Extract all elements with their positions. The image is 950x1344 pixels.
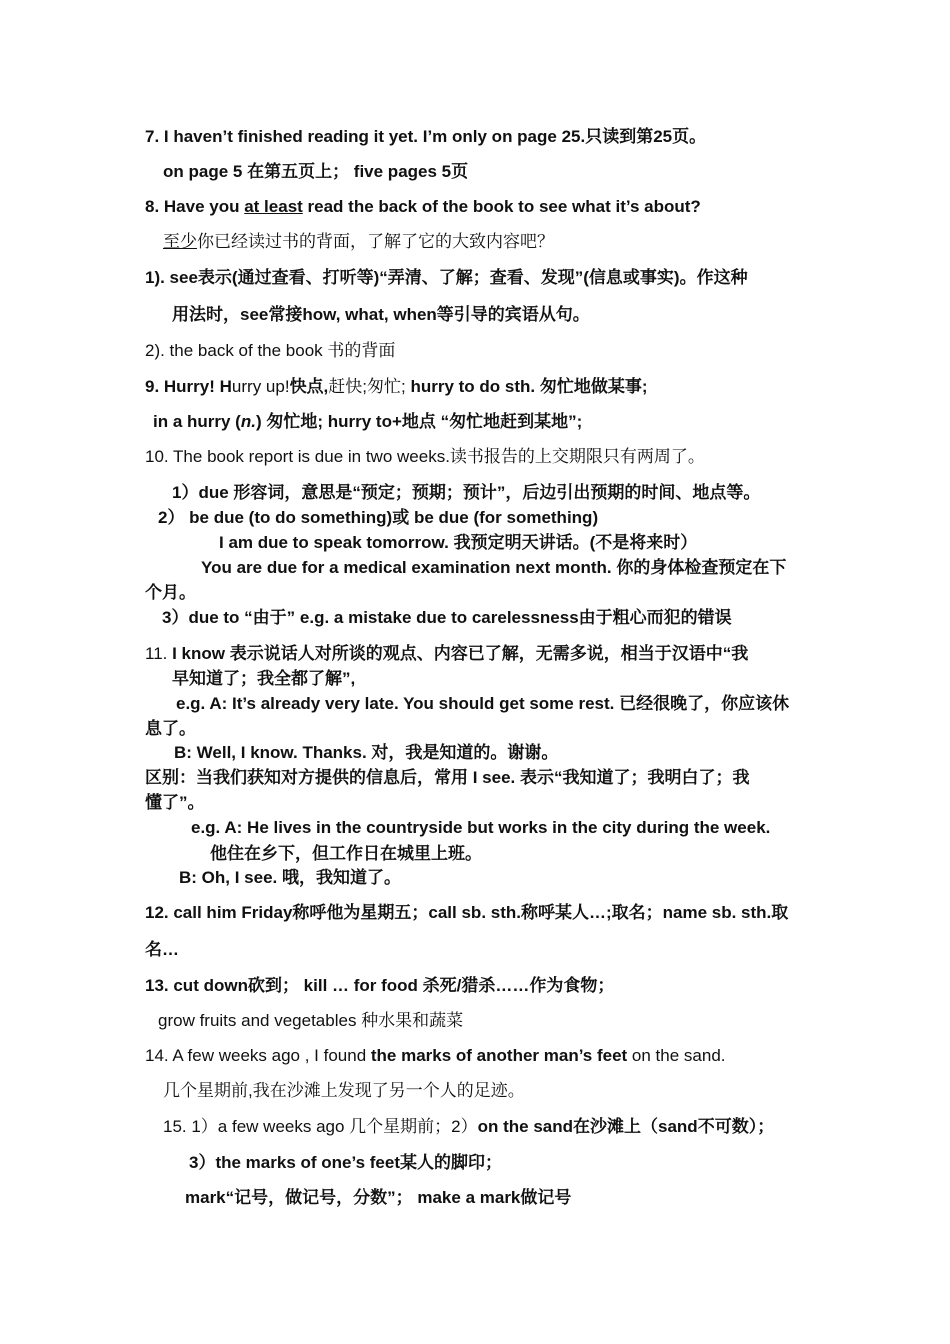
note-11-difference-cont [145, 792, 205, 814]
note-11-example-a-cont-text: 息了。 [145, 719, 196, 738]
note-9-sub-italic: n. [240, 412, 256, 431]
note-9-text-3: 快点, [289, 377, 329, 396]
note-11-example-2a-translation-text: 他住在乡下，但工作日在城里上班。 [210, 844, 482, 863]
note-11-difference [145, 767, 749, 789]
note-13-sub [158, 1010, 463, 1032]
note-12-cont-text: 名… [145, 940, 179, 959]
note-13-text: 13. cut down砍到； kill … for food 杀死/猎杀……作为食物； [145, 976, 615, 995]
note-8-translation [163, 231, 554, 253]
note-12-text: 12. call him Friday称呼他为星期五；call sb. sth.称呼某人…;取名；name sb. sth.取 [145, 903, 789, 922]
note-10-example-1 [219, 532, 697, 554]
note-9-sub [153, 411, 582, 433]
note-11-example-b-text: B: Well, I know. Thanks. 对，我是知道的。谢谢。 [174, 743, 559, 762]
note-7 [145, 126, 706, 148]
note-15-point-3-text: 3）the marks of one’s feet某人的脚印； [189, 1153, 502, 1172]
note-15-point-3 [189, 1152, 502, 1174]
note-7-sub-text: on page 5 在第五页上； five pages 5页 [163, 162, 469, 181]
note-11 [145, 643, 748, 665]
note-15-text-1: 15. 1）a few weeks ago 几个星期前；2） [163, 1117, 478, 1136]
note-11-example-2a [191, 817, 770, 839]
note-8-point-2-text: 2). the back of the book 书的背面 [145, 341, 396, 360]
note-10-point-1-text: 1）due 形容词，意思是“预定；预期；预计”，后边引出预期的时间、地点等。 [172, 483, 761, 502]
note-12-cont [145, 939, 179, 961]
note-10-example-2-text: You are due for a medical examination next month. 你的身体检查预定在下 [201, 558, 787, 577]
note-8-point-2 [145, 340, 395, 362]
note-9-text-4: 赶快;匆忙; [328, 377, 411, 396]
note-9-text-1: 9. Hurry! H [145, 377, 232, 396]
note-11-example-2a-translation [210, 843, 482, 865]
note-8-point-1-cont-text: 用法时，see常接how, what, when等引导的宾语从句。 [172, 305, 590, 324]
note-15-mark-text: mark“记号，做记号，分数”； make a mark做记号 [185, 1188, 572, 1207]
note-8-text-1: 8. Have you [145, 197, 245, 216]
note-11-number: 11. [145, 644, 173, 663]
note-8-translation-text: 你已经读过书的背面，了解了它的大致内容吧？ [197, 232, 554, 251]
note-8 [145, 196, 701, 218]
note-11-example-2b-text: B: Oh, I see. 哦，我知道了。 [179, 868, 401, 887]
note-11-example-b [174, 742, 558, 764]
note-8-translation-underlined: 至少 [163, 232, 197, 251]
note-11-example-2b [179, 867, 401, 889]
note-14-text-2: on the sand. [627, 1046, 726, 1065]
note-7-text: 7. I haven’t finished reading it yet. I’m only on page 25.只读到第25页。 [145, 127, 707, 146]
note-8-text-2: read the back of the book to see what it’s about? [302, 197, 701, 216]
note-13 [145, 975, 614, 997]
note-10-example-2-cont-text: 个月。 [145, 583, 196, 602]
note-10-text: 10. The book report is due in two weeks.读书报告的上交期限只有两周了。 [145, 447, 705, 466]
note-15-bold: on the sand在沙滩上（sand不可数）； [477, 1117, 775, 1136]
note-14-bold: the marks of another man’s feet [370, 1046, 628, 1065]
note-7-sub [163, 161, 468, 183]
note-10 [145, 446, 705, 468]
note-11-difference-cont-text: 懂了”。 [145, 793, 205, 812]
note-10-point-3 [162, 607, 732, 629]
note-9-sub-text-2: ) 匆忙地; hurry to+地点 “匆忙地赶到某地”; [255, 412, 583, 431]
note-11-difference-text: 区别：当我们获知对方提供的信息后，常用 I see. 表示“我知道了；我明白了；我 [145, 768, 750, 787]
note-13-sub-text: grow fruits and vegetables 种水果和蔬菜 [158, 1011, 464, 1030]
note-11-example-2a-text: e.g. A: He lives in the countryside but works in the city during the week. [191, 818, 771, 837]
note-11-cont [172, 668, 355, 690]
note-11-text: I know 表示说话人对所谈的观点、内容已了解，无需多说，相当于汉语中“我 [172, 644, 749, 663]
note-10-example-2-cont [145, 582, 196, 604]
note-10-point-1 [172, 482, 760, 504]
note-9-sub-text-1: in a hurry ( [153, 412, 241, 431]
note-10-point-2-text: 2） be due (to do something)或 be due (for something) [158, 508, 599, 527]
note-11-cont-text: 早知道了；我全都了解”, [172, 669, 356, 688]
note-10-point-2 [158, 507, 598, 529]
note-10-example-2 [201, 557, 786, 579]
note-15-mark [185, 1187, 571, 1209]
note-11-example-a-text: e.g. A: It’s already very late. You should get some rest. 已经很晚了，你应该休 [176, 694, 790, 713]
note-8-point-1-cont [172, 304, 590, 326]
note-8-underlined: at least [244, 197, 303, 216]
note-11-example-a-cont [145, 718, 196, 740]
note-14-translation [163, 1080, 525, 1102]
note-9-text-2: urry up! [231, 377, 290, 396]
note-9 [145, 376, 648, 398]
note-11-example-a [176, 693, 789, 715]
note-10-point-3-text: 3）due to “由于” e.g. a mistake due to carelessness由于粗心而犯的错误 [162, 608, 732, 627]
note-8-point-1 [145, 267, 748, 289]
note-14-translation-text: 几个星期前,我在沙滩上发现了另一个人的足迹。 [163, 1081, 525, 1100]
note-9-text-5: hurry to do sth. 匆忙地做某事; [410, 377, 648, 396]
note-10-example-1-text: I am due to speak tomorrow. 我预定明天讲话。(不是将来时） [219, 533, 698, 552]
note-14 [145, 1045, 726, 1067]
note-8-point-1-text: 1). see表示(通过查看、打听等)“弄清、了解；查看、发现”(信息或事实)。作这种 [145, 268, 748, 287]
note-12 [145, 902, 788, 924]
note-15 [163, 1116, 774, 1138]
note-14-text-1: 14. A few weeks ago , I found [145, 1046, 371, 1065]
